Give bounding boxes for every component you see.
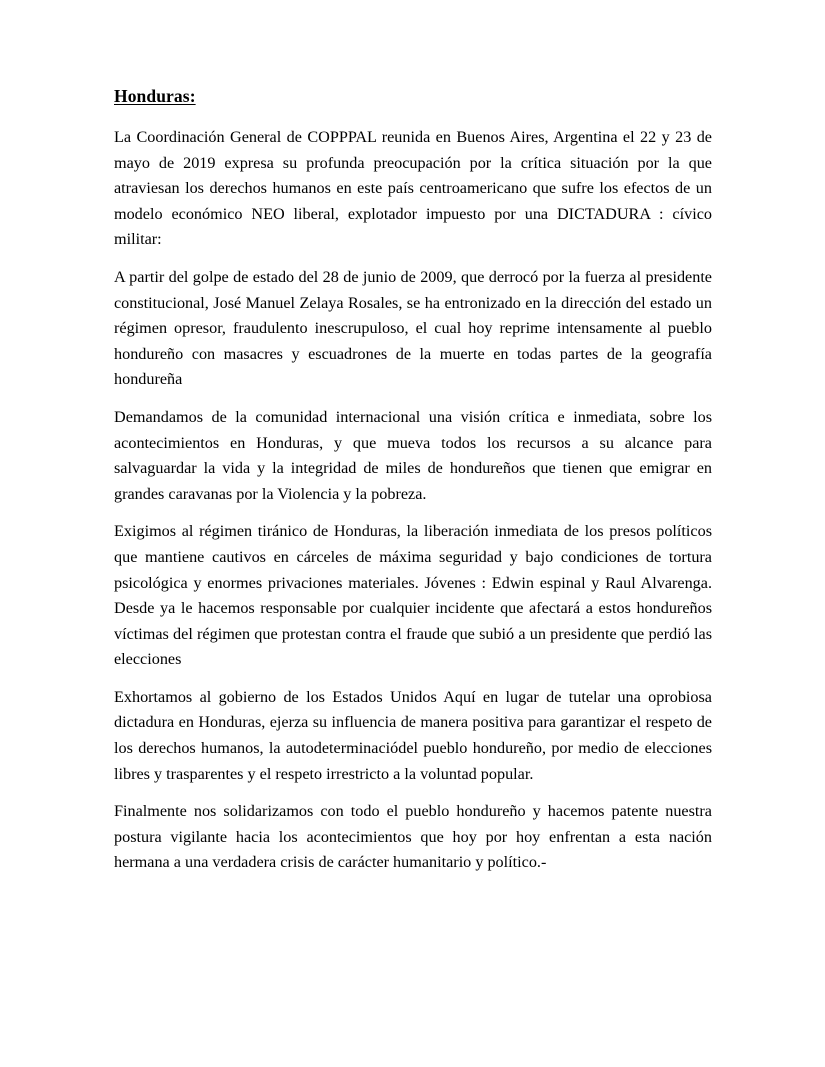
paragraph: Finalmente nos solidarizamos con todo el pueblo hondureño y hacemos patente nuestra postura vigilante hacia los acontecimientos que hoy por hoy enfrentan a esta nación hermana a una verdadera crisis de carácter humanitario y político.- [114,802,712,872]
paragraph: Demandamos de la comunidad internacional una visión crítica e inmediata, sobre los acontecimientos en Honduras, y que mueva todos los recursos a su alcance para salvaguardar la vida y la integridad de miles de hondureños que tienen que emigrar en grandes caravanas por la Violencia y la pobreza. [114,407,712,503]
paragraph: Exhortamos al gobierno de los Estados Unidos Aquí en lugar de tutelar una oprobiosa dictadura en Honduras, ejerza su influencia de manera positiva para garantizar el respeto de los derechos humanos, la autodeterminaciódel pueblo hondureño, por medio de elecciones libres y trasparentes y el respeto irrestricto a la voluntad popular. [114,687,712,783]
paragraph: A partir del golpe de estado del 28 de junio de 2009, que derrocó por la fuerza al presidente constitucional, José Manuel Zelaya Rosales, se ha entronizado en la dirección del estado un régimen opresor, fraudulento inescrupuloso, el cual hoy reprime intensamente al pueblo hondureño con masacres y escuadrones de la muerte en todas partes de la geografía hondureña [114,267,712,389]
paragraph: Exigimos al régimen tiránico de Honduras, la liberación inmediata de los presos políticos que mantiene cautivos en cárceles de máxima seguridad y bajo condiciones de tortura psicológica y enormes privaciones materiales. Jóvenes : Edwin espinal y Raul Alvarenga. Desde ya le hacemos responsable por cualquier incidente que afectará a estos hondureños víctimas del régimen que protestan contra el fraude que subió a un presidente que perdió las elecciones [114,522,712,669]
paragraph: La Coordinación General de COPPPAL reunida en Buenos Aires, Argentina el 22 y 23 de mayo de 2019 expresa su profunda preocupación por la crítica situación por la que atraviesan los derechos humanos en este país centroamericano que sufre los efectos de un modelo económico NEO liberal, explotador impuesto por una DICTADURA : cívico militar: [114,128,712,249]
document-body [114,84,712,876]
page-title: Honduras: [114,86,196,106]
